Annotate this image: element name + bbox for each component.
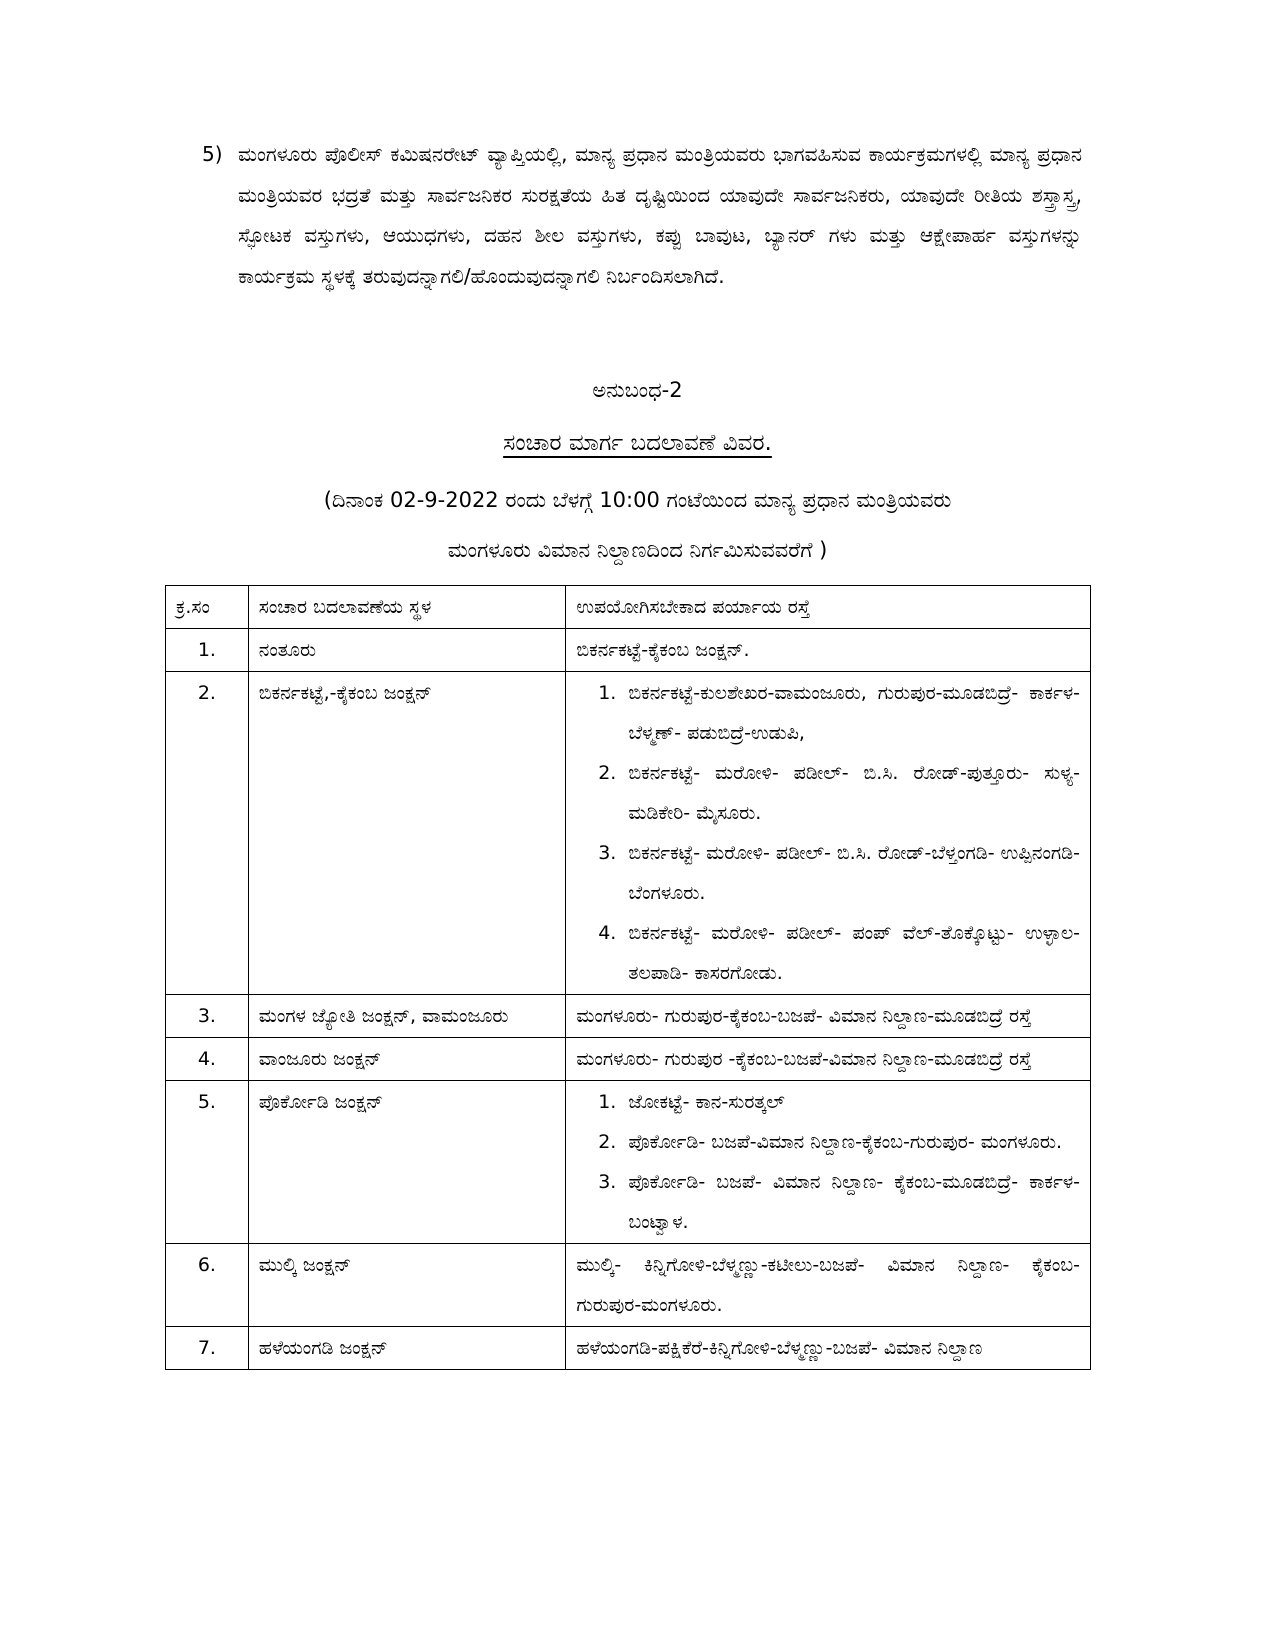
row-place: ಮಂಗಳ ಜ್ಯೋತಿ ಜಂಕ್ಷನ್, ವಾಮಂಜೂರು <box>248 995 566 1038</box>
table-row <box>166 995 1091 1038</box>
subheading-line-2: ಮಂಗಳೂರು ವಿಮಾನ ನಿಲ್ದಾಣದಿಂದ ನಿರ್ಗಮಿಸುವವರೆಗೆ ) <box>447 538 828 562</box>
route-option: 2. ಪೊರ್ಕೋಡಿ- ಬಜಪೆ-ವಿಮಾನ ನಿಲ್ದಾಣ-ಕೈಕಂಬ-ಗುರುಪುರ- ಮಂಗಳೂರು. <box>622 1122 1080 1162</box>
table-row <box>166 629 1091 672</box>
paragraph-number: 5) <box>202 142 223 166</box>
header-serial: ಕ್ರ.ಸಂ <box>166 586 249 629</box>
row-route: ಮುಲ್ಕಿ- ಕಿನ್ನಿಗೋಳಿ-ಬೆಳ್ಮಣ್ಣು-ಕಟೀಲು-ಬಜಪೆ- ವಿಮಾನ ನಿಲ್ದಾಣ- ಕೈಕಂಬ- ಗುರುಪುರ-ಮಂಗಳೂರು. <box>566 1244 1091 1327</box>
route-option: 1. ಬಿಕರ್ನಕಟ್ಟೆ-ಕುಲಶೇಖರ-ವಾಮಂಜೂರು, ಗುರುಪುರ-ಮೂಡಬಿದ್ರೆ- ಕಾರ್ಕಳ- ಬೆಳ್ಮಣ್- ಪಡುಬಿದ್ರೆ-ಉಡುಪಿ, <box>622 673 1080 753</box>
subheading-line-1: (ದಿನಾಂಕ 02-9-2022 ರಂದು ಬೆಳಗ್ಗೆ 10:00 ಗಂಟೆಯಿಂದ ಮಾನ್ಯ ಪ್ರಧಾನ ಮಂತ್ರಿಯವರು <box>323 488 952 512</box>
row-route: ಬಿಕರ್ನಕಟ್ಟೆ-ಕೈಕಂಬ ಜಂಕ್ಷನ್. <box>566 629 1091 672</box>
row-route: ಹಳೆಯಂಗಡಿ-ಪಕ್ಷಿಕೆರೆ-ಕಿನ್ನಿಗೋಳಿ-ಬೆಳ್ಮಣ್ಣು-ಬಜಪೆ- ವಿಮಾನ ನಿಲ್ದಾಣ <box>566 1327 1091 1370</box>
header-place: ಸಂಚಾರ ಬದಲಾವಣೆಯ ಸ್ಥಳ <box>248 586 566 629</box>
route-option: 3. ಪೊರ್ಕೋಡಿ- ಬಜಪೆ- ವಿಮಾನ ನಿಲ್ದಾಣ- ಕೈಕಂಬ-ಮೂಡಬಿದ್ರೆ- ಕಾರ್ಕಳ- ಬಂಟ್ವಾಳ. <box>622 1162 1080 1242</box>
row-place: ನಂತೂರು <box>248 629 566 672</box>
row-place: ಮುಲ್ಕಿ ಜಂಕ್ಷನ್ <box>248 1244 566 1327</box>
table-row <box>166 1081 1091 1244</box>
row-place: ಹಳೆಯಂಗಡಿ ಜಂಕ್ಷನ್ <box>248 1327 566 1370</box>
row-route-list <box>566 1081 1091 1244</box>
row-route: ಮಂಗಳೂರು- ಗುರುಪುರ -ಕೈಕಂಬ-ಬಜಪೆ-ವಿಮಾನ ನಿಲ್ದಾಣ-ಮೂಡಬಿದ್ರೆ ರಸ್ತೆ <box>566 1038 1091 1081</box>
table-header-row <box>166 586 1091 629</box>
section-heading: ಸಂಚಾರ ಮಾರ್ಗ ಬದಲಾವಣೆ ವಿವರ. <box>503 430 772 456</box>
paragraph-text: ಮಂಗಳೂರು ಪೊಲೀಸ್ ಕಮಿಷನರೇಟ್ ವ್ಯಾಪ್ತಿಯಲ್ಲಿ, ಮಾನ್ಯ ಪ್ರಧಾನ ಮಂತ್ರಿಯವರು ಭಾಗವಹಿಸುವ ಕಾರ್ಯಕ್ರಮಗಳಲ್ಲಿ ಮಾನ್ಯ ಪ್ರಧಾನ ಮಂತ್ರಿಯವರ ಭದ್ರತೆ ಮತ್ತು ಸಾರ್ವಜನಿಕರ ಸುರಕ್ಷತೆಯ ಹಿತ ದೃಷ್ಟಿಯಿಂದ ಯಾವುದೇ ಸಾರ್ವಜನಿಕರು, ಯಾವುದೇ ರೀತಿಯ ಶಸ್ತ್ರಾಸ್ತ್ರ, ಸ್ಫೋಟಕ ವಸ್ತುಗಳು, ಆಯುಧಗಳು, ದಹನ ಶೀಲ ವಸ್ತುಗಳು, ಕಪ್ಪು ಬಾವುಟ, ಬ್ಯಾನರ್ ಗಳು ಮತ್ತು ಆಕ್ಷೇಪಾರ್ಹ ವಸ್ತುಗಳನ್ನು ಕಾರ್ಯಕ್ರಮ ಸ್ಥಳಕ್ಕೆ ತರುವುದನ್ನಾಗಲಿ/ಹೊಂದುವುದನ್ನಾಗಲಿ ನಿರ್ಬಂದಿಸಲಾಗಿದೆ. <box>238 142 1082 288</box>
table-row <box>166 1244 1091 1327</box>
row-serial: 2. <box>166 672 249 995</box>
row-serial: 1. <box>166 629 249 672</box>
row-place: ಬಿಕರ್ನಕಟ್ಟೆ,-ಕೈಕಂಬ ಜಂಕ್ಷನ್ <box>248 672 566 995</box>
route-option: 3. ಬಿಕರ್ನಕಟ್ಟೆ- ಮರೋಳಿ- ಪಡೀಲ್- ಬಿ.ಸಿ. ರೋಡ್-ಬೆಳ್ತಂಗಡಿ- ಉಪ್ಪಿನಂಗಡಿ- ಬೆಂಗಳೂರು. <box>622 833 1080 913</box>
table-row <box>166 1327 1091 1370</box>
table-row <box>166 1038 1091 1081</box>
row-serial: 7. <box>166 1327 249 1370</box>
row-serial: 4. <box>166 1038 249 1081</box>
row-route-list <box>566 672 1091 995</box>
route-option: 2. ಬಿಕರ್ನಕಟ್ಟೆ- ಮರೋಳಿ- ಪಡೀಲ್- ಬಿ.ಸಿ. ರೋಡ್-ಪುತ್ತೂರು- ಸುಳ್ಯ- ಮಡಿಕೇರಿ- ಮೈಸೂರು. <box>622 753 1080 833</box>
row-route: ಮಂಗಳೂರು- ಗುರುಪುರ-ಕೈಕಂಬ-ಬಜಪೆ- ವಿಮಾನ ನಿಲ್ದಾಣ-ಮೂಡಬಿದ್ರೆ ರಸ್ತೆ <box>566 995 1091 1038</box>
row-serial: 6. <box>166 1244 249 1327</box>
row-place: ಪೊರ್ಕೋಡಿ ಜಂಕ್ಷನ್ <box>248 1081 566 1244</box>
route-diversion-table <box>165 585 1091 1370</box>
row-place: ವಾಂಜೂರು ಜಂಕ್ಷನ್ <box>248 1038 566 1081</box>
route-option: 4. ಬಿಕರ್ನಕಟ್ಟೆ- ಮರೋಳಿ- ಪಡೀಲ್- ಪಂಪ್ ವೆಲ್-ತೊಕ್ಕೊಟ್ಟು- ಉಳ್ಳಾಲ- ತಲಪಾಡಿ- ಕಾಸರಗೋಡು. <box>622 913 1080 993</box>
paragraph-5 <box>202 134 1082 296</box>
header-alternate-route: ಉಪಯೋಗಿಸಬೇಕಾದ ಪರ್ಯಾಯ ರಸ್ತೆ <box>566 586 1091 629</box>
table-row <box>166 672 1091 995</box>
route-option: 1. ಜೋಕಟ್ಟೆ- ಕಾನ-ಸುರತ್ಕಲ್ <box>622 1082 1080 1122</box>
annexure-label: ಅನುಬಂಧ-2 <box>592 378 683 402</box>
row-serial: 5. <box>166 1081 249 1244</box>
row-serial: 3. <box>166 995 249 1038</box>
